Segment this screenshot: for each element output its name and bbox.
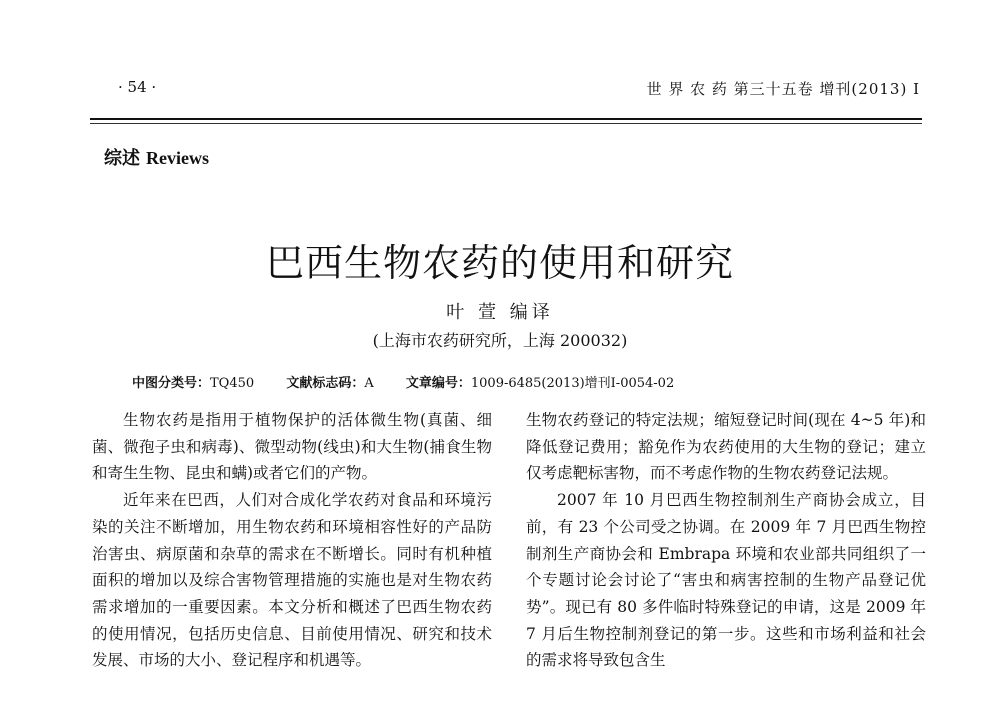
section-label-cn: 综述 [104,148,140,169]
running-header [118,78,920,102]
doc-code: 文献标志码：A [286,376,374,391]
header-rule-thick [90,118,922,120]
article-meta [132,372,702,391]
paragraph: 生物农药登记的特定法规；缩短登记时间(现在 4~5 年)和降低登记费用；豁免作为农药使用的大生物的登记；建立仅考虑靶标害物，而不考虑作物的生物农药登记法规。 [526,411,926,483]
article-title: 巴西生物农药的使用和研究 [265,241,734,285]
page-number: · 54 · [118,78,157,96]
paragraph: 近年来在巴西，人们对合成化学农药对食品和环境污染的关注不断增加，用生物农药和环境相容性好的产品防治害虫、病原菌和杂草的需求在不断增长。同时有机种植面积的增加以及综合害物管理措施的实施也是对生物农药需求增加的一重要因素。本文分析和概述了巴西生物农药的使用情况，包括历史信息、目前使用情况、研究和技术发展、市场的大小、登记程序和机遇等。 [92,491,492,670]
article-author: 叶 萱 编译 [446,302,554,323]
journal-info: 世 界 农 药 第三十五卷 增刊(2013) Ⅰ [646,80,920,98]
paragraph: 生物农药是指用于植物保护的活体微生物(真菌、细菌、微孢子虫和病毒)、微型动物(线虫)和大生物(捕食生物和寄生生物、昆虫和螨)或者它们的产物。 [92,411,492,483]
header-rule-thin [90,123,922,124]
paragraph: 2007 年 10 月巴西生物控制剂生产商协会成立，目前，有 23 个公司受之协调。在 2009 年 7 月巴西生物控制剂生产商协会和 Embrapa 环境和农业部共同组织了一个专题讨论会讨论了“害虫和病害控制的生物产品登记优势”。现已有 80 多件临时特殊登记的申请，这是 2009 年 7 月后生物控制剂登记的第一步。这些和市场利益和社会的需求将导致包含生 [526,491,926,670]
body-column-right [526,407,926,674]
body-column-left [92,407,492,674]
article-affiliation: (上海市农药研究所，上海 200032) [372,331,628,350]
section-label-en: Reviews [146,148,209,168]
clc-number: 中图分类号：TQ450 [132,376,255,391]
article-number: 文章编号：1009-6485(2013)增刊Ⅰ-0054-02 [405,376,675,391]
section-label [104,144,209,170]
